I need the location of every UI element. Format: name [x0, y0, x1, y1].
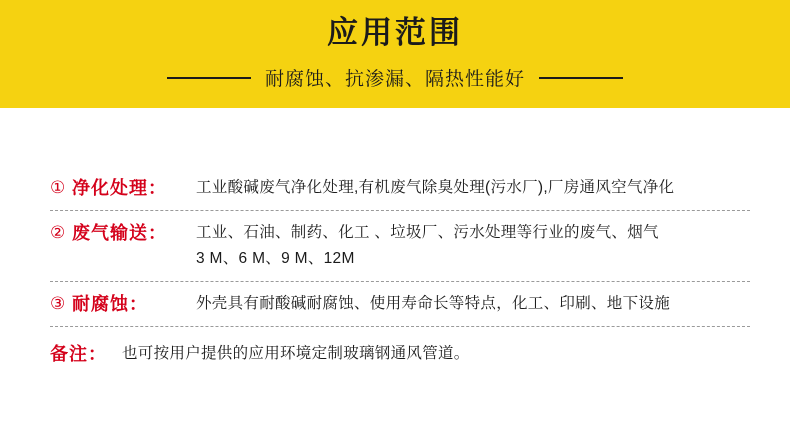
- subtitle-group: [0, 64, 790, 91]
- page-title: 应用范围: [327, 15, 463, 50]
- list-item-number: ①: [50, 178, 66, 197]
- list-item-number: ③: [50, 294, 66, 313]
- list-item-label: 耐腐蚀：: [72, 294, 148, 314]
- list-item-label: 废气输送：: [72, 223, 167, 243]
- spec-list: [50, 175, 750, 367]
- note-text: 也可按用户提供的应用环境定制玻璃钢通风管道。: [122, 345, 470, 362]
- note-label: 备注：: [50, 344, 107, 364]
- divider-line-left: [167, 77, 251, 79]
- list-item-subtext: 3 M、6 M、9 M、12M: [196, 250, 355, 267]
- list-item-text: 外壳具有耐酸碱耐腐蚀、使用寿命长等特点，化工、印刷、地下设施: [196, 295, 671, 312]
- list-item-text: 工业酸碱废气净化处理,有机废气除臭处理(污水厂),厂房通风空气净化: [196, 179, 675, 196]
- list-item-text: 工业、石油、制药、化工 、垃圾厂、污水处理等行业的废气、烟气: [196, 224, 659, 241]
- divider-line-right: [539, 77, 623, 79]
- list-item: [50, 220, 750, 282]
- list-item: [50, 291, 750, 327]
- list-item-body: [196, 220, 750, 272]
- note-row: [50, 341, 750, 367]
- list-item-label: 净化处理：: [72, 178, 167, 198]
- header-banner: [0, 0, 790, 108]
- page-subtitle: 耐腐蚀、抗渗漏、隔热性能好: [264, 69, 525, 90]
- list-item-number: ②: [50, 223, 66, 242]
- list-item: [50, 175, 750, 211]
